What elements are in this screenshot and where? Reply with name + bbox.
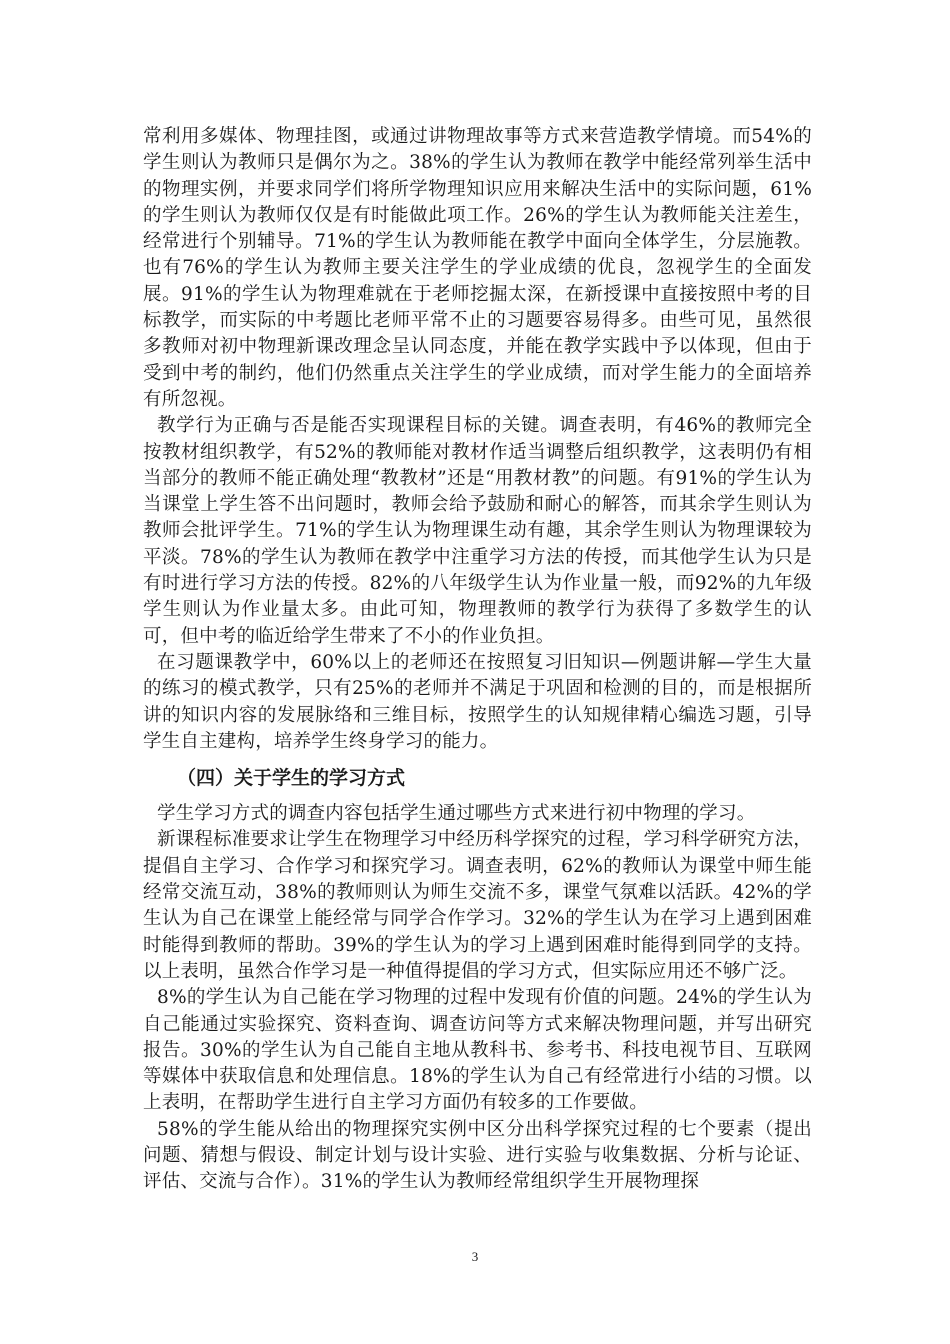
paragraph-teaching-context: 常利用多媒体、物理挂图，或通过讲物理故事等方式来营造教学情境。而54%的学生则认为教师只是偶尔为之。38%的学生认为教师在教学中能经常列举生活中的物理实例，并要求同学们将所学物理知识应用来解决生活中的实际问题，61%的学生则认为教师仅仅是有时能做此项工作。26%的学生认为教师能关注差生，经常进行个别辅导。71%的学生认为教师能在教学中面向全体学生，分层施教。也有76%的学生认为教师主要关注学生的学业成绩的优良，忽视学生的全面发展。91%的学生认为物理难就在于老师挖掘太深，在新授课中直接按照中考的目标教学，而实际的中考题比老师平常不止的习题要容易得多。由些可见，虽然很多教师对初中物理新课改理念呈认同态度，并能在教学实践中予以体现，但由于受到中考的制约，他们仍然重点关注学生的学业成绩，而对学生能力的全面培养有所忽视。 bbox=[143, 126, 812, 410]
paragraph-exercise-class: 在习题课教学中，60%以上的老师还在按照复习旧知识—例题讲解—学生大量的练习的模式教学，只有25%的老师并不满足于巩固和检测的目的，而是根据所讲的知识内容的发展脉络和三维目标，按照学生的认知规律精心编选习题，引导学生自主建构，培养学生终身学习的能力。 bbox=[143, 651, 812, 752]
page-number: 3 bbox=[471, 1249, 479, 1264]
paragraph-self-directed-learning: 8%的学生认为自己能在学习物理的过程中发现有价值的问题。24%的学生认为自己能通过实验探究、资料查询、调查访问等方式来解决物理问题，并写出研究报告。30%的学生认为自己能自主地从教科书、参考书、科技电视节目、互联网等媒体中获取信息和处理信息。18%的学生认为自己有经常进行小结的习惯。以上表明，在帮助学生进行自主学习方面仍有较多的工作要做。 bbox=[143, 987, 812, 1114]
section-heading: （四）关于学生的学习方式 bbox=[177, 767, 406, 790]
paragraph-cooperative-learning: 新课程标准要求让学生在物理学习中经历科学探究的过程，学习科学研究方法，提倡自主学习、合作学习和探究学习。调查表明，62%的教师认为课堂中师生能经常交流互动，38%的教师则认为师生交流不多，课堂气氛难以活跃。42%的学生认为自己在课堂上能经常与同学合作学习。32%的学生认为在学习上遇到困难时能得到教师的帮助。39%的学生认为的学习上遇到困难时能得到同学的支持。以上表明，虽然合作学习是一种值得提倡的学习方式，但实际应用还不够广泛。 bbox=[143, 829, 812, 982]
paragraph-teaching-behavior: 教学行为正确与否是能否实现课程目标的关键。调查表明，有46%的教师完全按教材组织教学，有52%的教师能对教材作适当调整后组织教学，这表明仍有相当部分的教师不能正确处理“教教材”还是“用教材教”的问题。有91%的学生认为当课堂上学生答不出问题时，教师会给予鼓励和耐心的解答，而其余学生则认为教师会批评学生。71%的学生认为物理课生动有趣，其余学生则认为物理课较为平淡。78%的学生认为教师在教学中注重学习方法的传授，而其他学生认为只是有时进行学习方法的传授。82%的八年级学生认为作业量一般，而92%的九年级学生则认为作业量太多。由此可知，物理教师的教学行为获得了多数学生的认可，但中考的临近给学生带来了不小的作业负担。 bbox=[143, 415, 812, 647]
paragraph-inquiry-elements: 58%的学生能从给出的物理探究实例中区分出科学探究过程的七个要素（提出问题、猜想与假设、制定计划与设计实验、进行实验与收集数据、分析与论证、评估、交流与合作）。31%的学生认为教师经常组织学生开展物理探 bbox=[143, 1118, 812, 1193]
page-body bbox=[143, 124, 812, 1196]
paragraph-learning-survey-intro: 学生学习方式的调查内容包括学生通过哪些方式来进行初中物理的学习。 bbox=[157, 803, 756, 825]
